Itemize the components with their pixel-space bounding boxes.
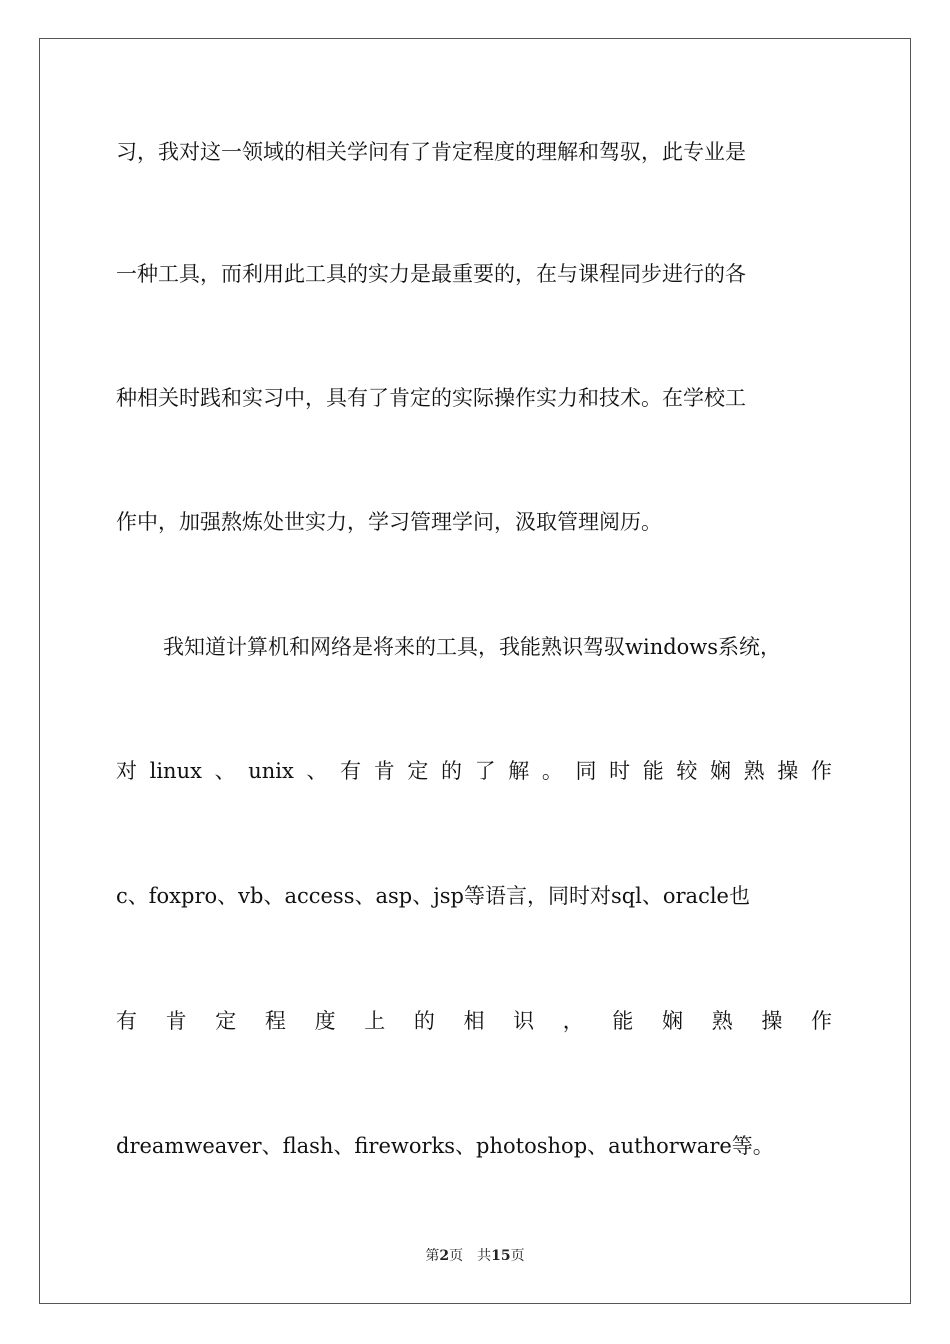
word: 程 [264, 1009, 286, 1033]
word: 定 [215, 1009, 237, 1033]
word: 了 [474, 759, 496, 783]
word: 度 [314, 1009, 336, 1033]
page-current: 2 [439, 1248, 450, 1264]
word: 能 [612, 1009, 634, 1033]
word: 上 [364, 1009, 386, 1033]
word: 相 [463, 1009, 485, 1033]
body-line-9: dreamweaver、flash、fireworks、photoshop、authorware等。 [116, 1134, 774, 1158]
word: linux [149, 759, 202, 783]
word: 娴 [709, 759, 731, 783]
total-prefix: 共 [477, 1248, 492, 1264]
body-line-4: 作中，加强熬炼处世实力，学习管理学问，汲取管理阅历。 [116, 510, 662, 534]
word: 有 [116, 1009, 137, 1033]
page-prefix: 第 [425, 1248, 440, 1264]
word: 对 [116, 759, 137, 783]
word: 解 [508, 759, 530, 783]
word: 操 [761, 1009, 783, 1033]
body-line-5-paragraph-start: 我知道计算机和网络是将来的工具，我能熟识驾驭windows系统， [163, 635, 782, 659]
word: 的 [413, 1009, 435, 1033]
page-total: 15 [491, 1248, 511, 1264]
word: unix [248, 759, 294, 783]
word: ， [562, 1009, 584, 1033]
word: 娴 [662, 1009, 684, 1033]
word: 的 [440, 759, 462, 783]
word: 熟 [743, 759, 765, 783]
page-suffix: 页 [449, 1248, 464, 1264]
page-footer [0, 1246, 950, 1266]
body-line-2: 一种工具，而利用此工具的实力是最重要的，在与课程同步进行的各 [116, 262, 746, 286]
word: 、 [306, 759, 328, 783]
word: 肯 [373, 759, 395, 783]
body-line-8-justified [116, 1008, 832, 1034]
word: 有 [340, 759, 362, 783]
total-suffix: 页 [510, 1248, 525, 1264]
word: 作 [810, 1009, 832, 1033]
body-line-7: c、foxpro、vb、access、asp、jsp等语言，同时对sql、oracle也 [116, 884, 750, 908]
word: 同 [575, 759, 597, 783]
page-frame [39, 38, 911, 1304]
word: 肯 [165, 1009, 187, 1033]
word: 熟 [711, 1009, 733, 1033]
word: 、 [214, 759, 236, 783]
word: 作 [810, 759, 832, 783]
word: 定 [407, 759, 429, 783]
word: 操 [777, 759, 799, 783]
body-line-6-justified [116, 758, 832, 784]
body-line-1: 习，我对这一领域的相关学问有了肯定程度的理解和驾驭，此专业是 [116, 140, 746, 164]
word: 识 [513, 1009, 535, 1033]
word: 时 [609, 759, 631, 783]
word: 。 [541, 759, 563, 783]
word: 能 [642, 759, 664, 783]
word: 较 [676, 759, 698, 783]
body-line-3: 种相关时践和实习中，具有了肯定的实际操作实力和技术。在学校工 [116, 386, 746, 410]
